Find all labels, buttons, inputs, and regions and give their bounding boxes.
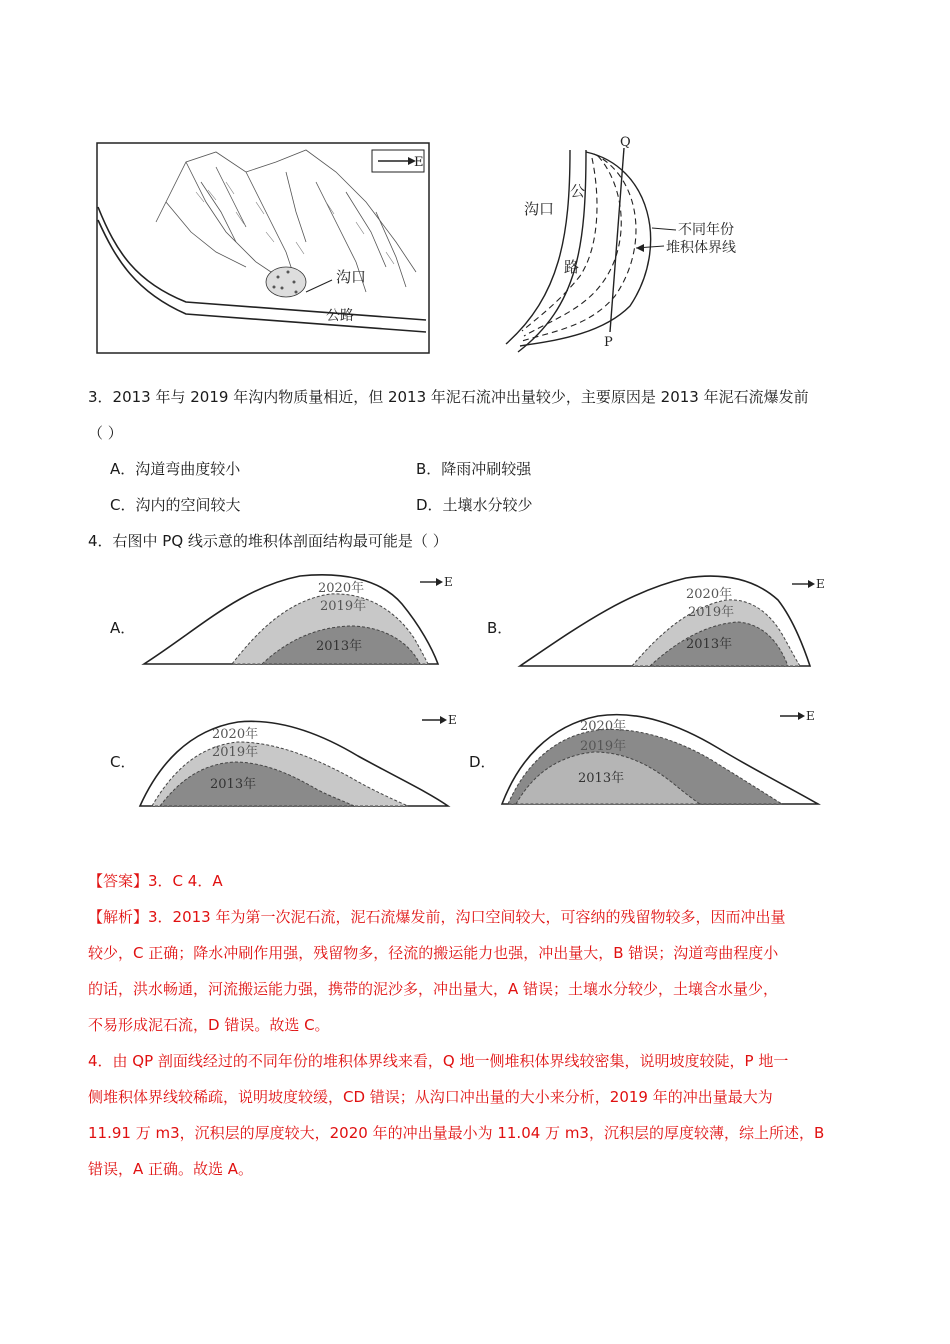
analysis-line-4: 不易形成泥石流，D 错误。故选 C。 <box>88 1016 330 1034</box>
year-2019: 2019年 <box>212 745 259 760</box>
year-2020: 2020年 <box>580 719 627 734</box>
q3-option-a[interactable]: A．沟道弯曲度较小 <box>110 460 241 478</box>
year-2013: 2013年 <box>686 637 733 652</box>
q4-option-b-letter[interactable]: B． <box>487 619 513 637</box>
q-label: Q <box>620 136 631 150</box>
q4-option-c-letter[interactable]: C． <box>110 753 136 771</box>
analysis-line-8: 错误，A 正确。故选 A。 <box>88 1160 254 1178</box>
road-char-1: 公 <box>570 182 586 200</box>
analysis-line-1: 【解析】3．2013 年为第一次泥石流，泥石流爆发前，沟口空间较大，可容纳的残留物较多，因而冲出量 <box>88 908 786 926</box>
compass-label: E <box>806 709 815 723</box>
road-char-2: 路 <box>564 258 580 276</box>
plan-view-figure <box>500 136 770 356</box>
q4-option-d-profile[interactable] <box>498 702 832 808</box>
q4-stem: 4．右图中 PQ 线示意的堆积体剖面结构最可能是（ ） <box>88 532 448 550</box>
q4-option-a-profile[interactable] <box>140 568 456 670</box>
boundary-label-1: 不同年份 <box>678 222 734 238</box>
q3-option-c[interactable]: C．沟内的空间较大 <box>110 496 241 514</box>
p-label: P <box>604 335 613 350</box>
analysis-line-2: 较少，C 正确；降水冲刷作用强，残留物多，径流的搬运能力也强，冲出量大，B 错误；沟道弯曲程度小 <box>88 944 779 962</box>
year-2019: 2019年 <box>688 605 735 620</box>
compass-label: E <box>448 713 457 727</box>
q4-option-b-profile[interactable] <box>516 568 832 670</box>
analysis-line-7: 11.91 万 m3，沉积层的厚度较大，2020 年的冲出量最小为 11.04 万 m3，沉积层的厚度较薄，综上所述，B <box>88 1124 825 1142</box>
q3-stem-line1: 3．2013 年与 2019 年沟内物质量相近，但 2013 年泥石流冲出量较少，主要原因是 2013 年泥石流爆发前 <box>88 388 809 406</box>
boundary-label-2: 堆积体界线 <box>666 240 736 256</box>
year-2013: 2013年 <box>578 771 625 786</box>
road-label: 公路 <box>326 308 354 324</box>
analysis-line-5: 4．由 QP 剖面线经过的不同年份的堆积体界线来看，Q 地一侧堆积体界线较密集，说明坡度较陡，P 地一 <box>88 1052 789 1070</box>
q3-option-b[interactable]: B．降雨冲刷较强 <box>416 460 532 478</box>
gully-sketch-figure <box>96 142 430 354</box>
year-2020: 2020年 <box>686 587 733 602</box>
year-2020: 2020年 <box>318 581 365 596</box>
year-2019: 2019年 <box>320 599 367 614</box>
year-2019: 2019年 <box>580 739 627 754</box>
q4-option-a-letter[interactable]: A． <box>110 619 136 637</box>
answer-line: 【答案】3．C 4．A <box>88 872 223 890</box>
year-2013: 2013年 <box>316 639 363 654</box>
q3-stem-line2: （ ） <box>88 424 123 442</box>
q3-option-d[interactable]: D．土壤水分较少 <box>416 496 533 514</box>
compass-label: E <box>414 155 424 170</box>
analysis-line-6: 侧堆积体界线较稀疏，说明坡度较缓，CD 错误；从沟口冲出量的大小来分析，2019 年的冲出量最大为 <box>88 1088 773 1106</box>
compass-label: E <box>816 577 825 591</box>
year-2020: 2020年 <box>212 727 259 742</box>
gully-mouth-label: 沟口 <box>336 268 367 286</box>
q4-option-d-letter[interactable]: D． <box>469 753 496 771</box>
compass-label: E <box>444 575 453 589</box>
q4-option-c-profile[interactable] <box>138 706 464 810</box>
analysis-line-3: 的话，洪水畅通，河流搬运能力强，携带的泥沙多，冲出量大，A 错误；土壤水分较少，土壤含水量少， <box>88 980 779 998</box>
gully-mouth-label: 沟口 <box>524 200 555 218</box>
year-2013: 2013年 <box>210 777 257 792</box>
